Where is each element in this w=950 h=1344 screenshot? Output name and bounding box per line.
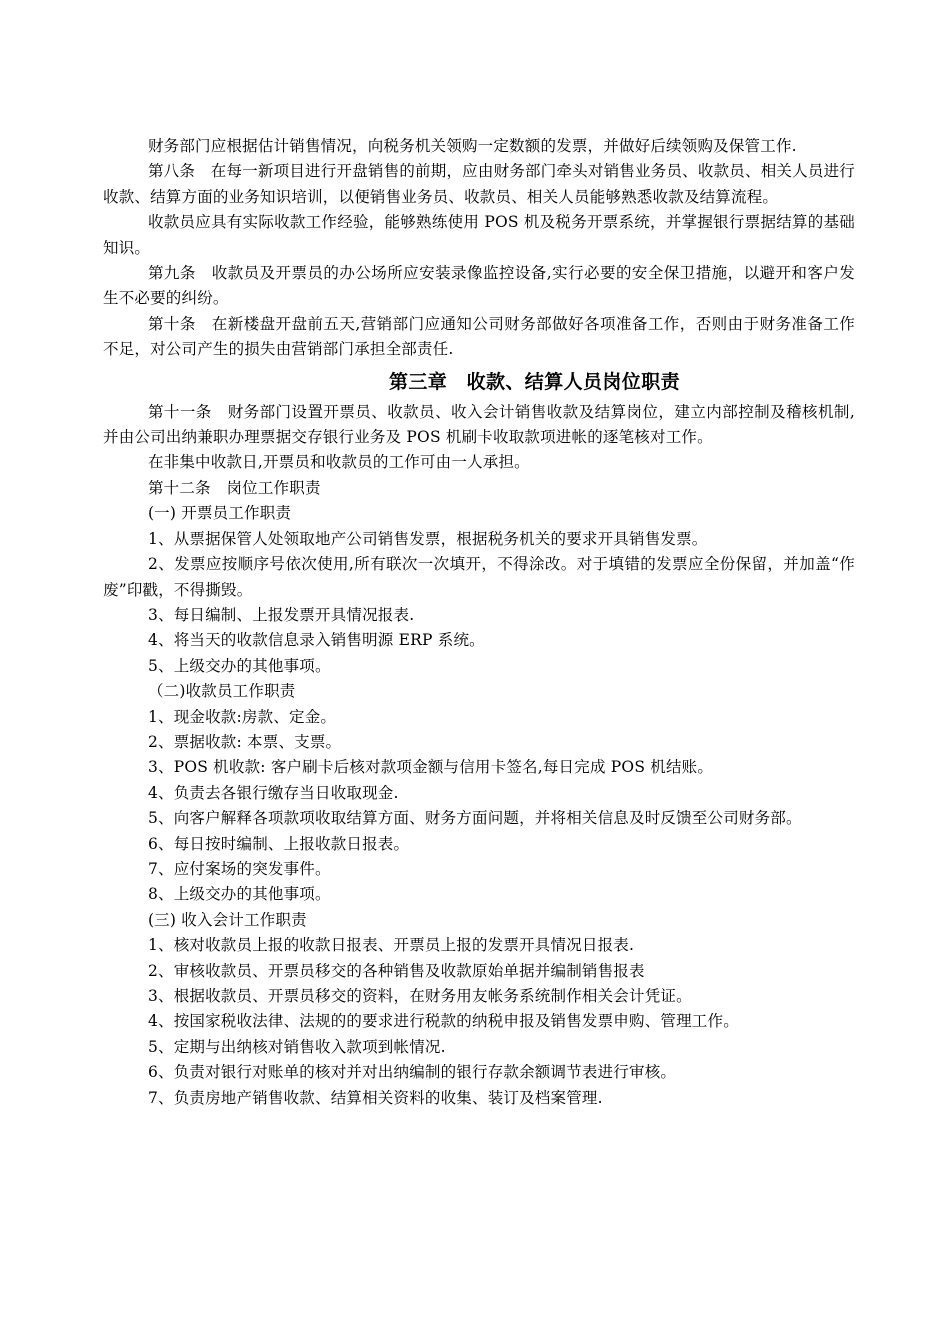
list-item: 3、每日编制、上报发票开具情况报表.: [147, 605, 415, 624]
list-item: 3、根据收款员、开票员移交的资料，在财务用友帐务系统制作相关会计凭证。: [147, 987, 692, 1005]
list-item: 5、定期与出纳核对销售收入款项到帐情况.: [147, 1037, 446, 1056]
list-item: 5、上级交办的其他事项。: [147, 656, 331, 675]
paragraph-non-centralized-day: 在非集中收款日,开票员和收款员的工作可由一人承担。: [147, 453, 530, 472]
paragraph-article-9: 第九条 收款员及开票员的办公场所应安装录像监控设备,实行必要的安全保卫措施，以避开和客户发生不必要的纠纷。: [103, 264, 855, 308]
paragraph-cashier-qualification: 收款员应具有实际收款工作经验，能够熟练使用 POS 机及税务开票系统，并掌握银行票据结算的基础知识。: [103, 213, 855, 257]
list-item: 8、上级交办的其他事项。: [147, 885, 331, 904]
list-item: 5、向客户解释各项款项收取结算方面、财务方面问题，并将相关信息及时反馈至公司财务部。: [147, 809, 802, 828]
paragraph-article-10: 第十条 在新楼盘开盘前五天,营销部门应通知公司财务部做好各项准备工作，否则由于财务准备工作不足，对公司产生的损失由营销部门承担全部责任.: [103, 314, 855, 359]
document-body: [103, 134, 855, 1111]
chapter-title: 第三章 收款、结算人员岗位职责: [389, 370, 681, 393]
list-item: 3、POS 机收款: 客户刷卡后核对款项金额与信用卡签名,每日完成 POS 机结账。: [147, 758, 714, 777]
paragraph-article-11: 第十一条 财务部门设置开票员、收款员、收入会计销售收款及结算岗位，建立内部控制及稽核机制,并由公司出纳兼职办理票据交存银行业务及 POS 机刷卡收取款项进帐的逐笔核对工作。: [103, 402, 855, 447]
list-item: 1、从票据保管人处领取地产公司销售发票，根据税务机关的要求开具销售发票。: [147, 529, 708, 548]
paragraph-article-8: 第八条 在每一新项目进行开盘销售的前期，应由财务部门牵头对销售业务员、收款员、相关人员进行收款、结算方面的业务知识培训，以便销售业务员、收款员、相关人员能够熟悉收款及结算流程。: [103, 162, 855, 206]
paragraph-invoice-purchase: 财务部门应根据估计销售情况，向税务机关领购一定数额的发票，并做好后续领购及保管工作.: [147, 137, 797, 155]
list-item: 6、每日按时编制、上报收款日报表。: [147, 834, 410, 853]
list-item: 6、负责对银行对账单的核对并对出纳编制的银行存款余额调节表进行审核。: [147, 1063, 677, 1082]
section-revenue-accountant-duties: (三) 收入会计工作职责: [147, 910, 307, 929]
list-item: 2、票据收款: 本票、支票。: [147, 732, 342, 751]
list-item: 4、按国家税收法律、法规的的要求进行税款的纳税申报及销售发票申购、管理工作。: [147, 1012, 739, 1031]
list-item: 4、负责去各银行缴存当日收取现金.: [147, 783, 399, 802]
list-item: 1、现金收款:房款、定金。: [147, 707, 337, 726]
list-item: 2、审核收款员、开票员移交的各种销售及收款原始单据并编制销售报表: [147, 961, 645, 980]
list-item: 2、发票应按顺序号依次使用,所有联次一次填开，不得涂改。对于填错的发票应全份保留，并加盖“作废”印戳，不得撕毁。: [103, 555, 855, 599]
section-cashier-duties: （二)收款员工作职责: [147, 682, 296, 701]
paragraph-article-12: 第十二条 岗位工作职责: [147, 478, 321, 497]
list-item: 7、应付案场的突发事件。: [147, 859, 331, 878]
list-item: 4、将当天的收款信息录入销售明源 ERP 系统。: [147, 631, 485, 650]
section-invoicer-duties: (一) 开票员工作职责: [147, 504, 292, 523]
list-item: 7、负责房地产销售收款、结算相关资料的收集、装订及档案管理.: [147, 1088, 603, 1107]
list-item: 1、核对收款员上报的收款日报表、开票员上报的发票开具情况日报表.: [147, 936, 635, 955]
